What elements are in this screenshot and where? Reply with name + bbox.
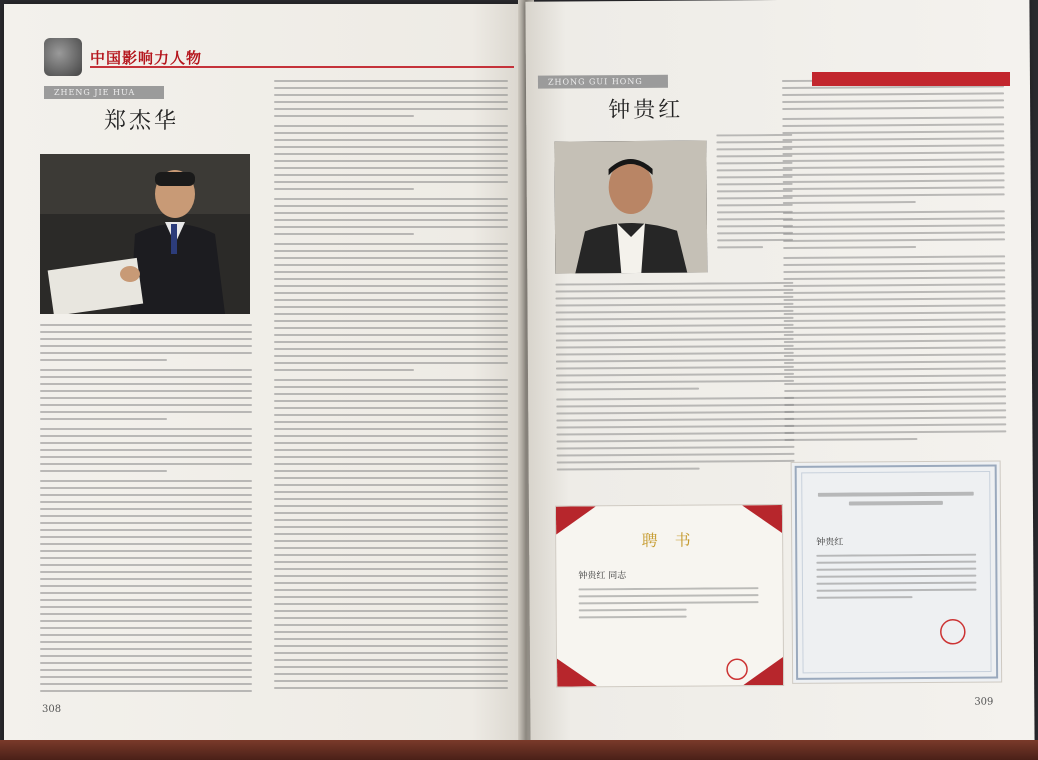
portrait-photo <box>554 141 707 274</box>
emblem-icon <box>44 38 82 76</box>
left-header <box>44 38 202 76</box>
person-name: 郑杰华 <box>104 109 180 134</box>
certificate-heading <box>818 492 974 523</box>
certificate-recipient: 钟贵红 <box>816 537 844 548</box>
portrait-photo <box>40 154 250 314</box>
certificate-body <box>816 554 977 645</box>
certificate-award <box>791 460 1003 683</box>
right-column-text <box>782 78 1007 450</box>
section-title: 中国影响力人物 <box>90 48 203 67</box>
section-banner <box>812 72 1010 86</box>
page-number-right: 309 <box>974 696 994 708</box>
certificate-recipient: 钟贵红 同志 <box>578 571 627 582</box>
name-tag: ZHONG GUI HONG <box>538 75 668 89</box>
left-page <box>4 4 524 748</box>
left-column-text <box>40 324 252 694</box>
page-number-left: 308 <box>42 704 62 715</box>
certificate-appointment <box>555 504 784 688</box>
header-rule <box>90 66 514 68</box>
right-column-text <box>274 80 508 694</box>
book-cover-edge <box>0 740 1038 760</box>
person-name: 钟贵红 <box>608 97 684 124</box>
name-tag: ZHENG JIE HUA <box>44 86 164 99</box>
certificate-body <box>578 587 758 648</box>
certificate-title: 聘 书 <box>641 530 697 550</box>
left-column-text <box>555 282 794 494</box>
right-page <box>525 0 1034 750</box>
